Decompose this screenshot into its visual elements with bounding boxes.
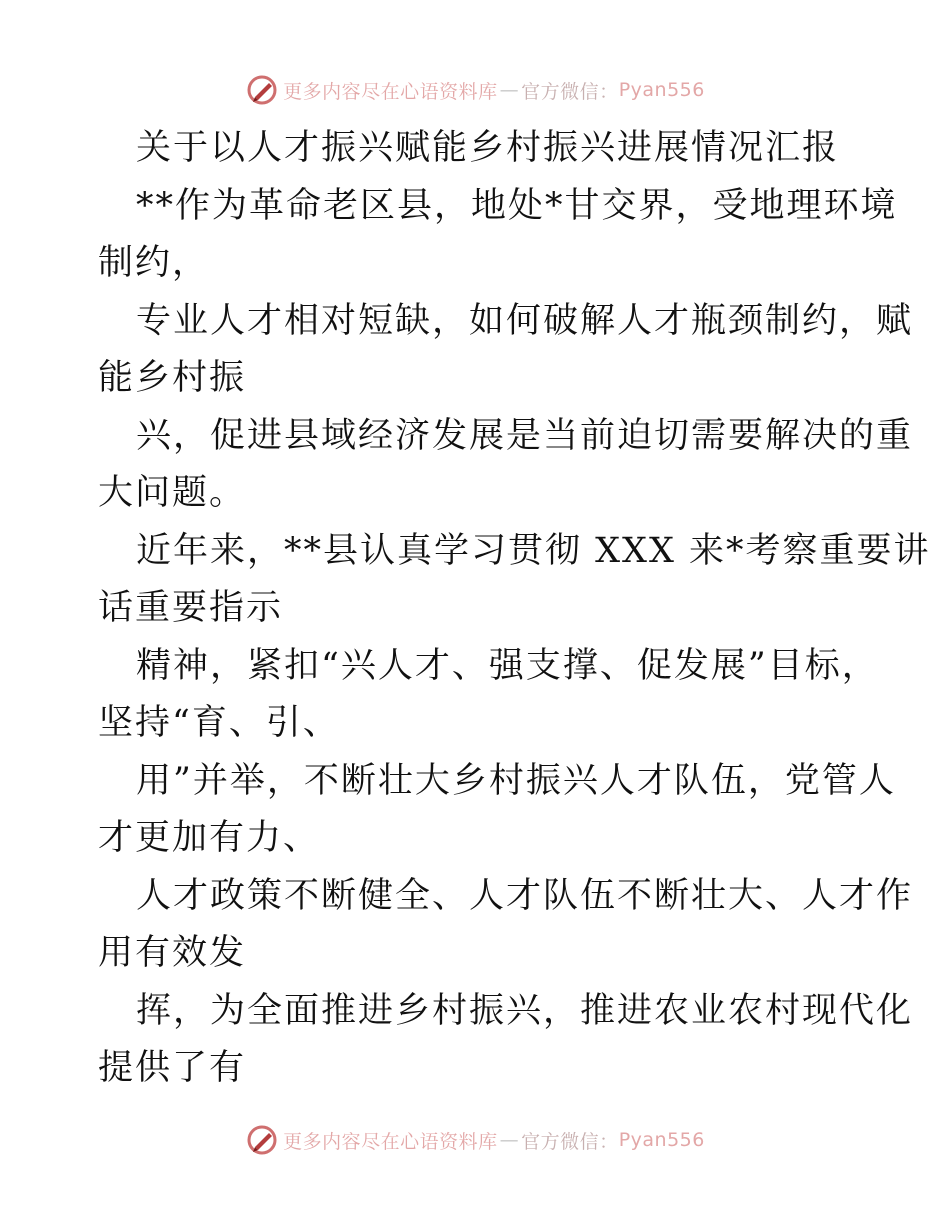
watermark-label: 官方微信： <box>521 80 619 103</box>
text-line: 用”并举，不断壮大乡村振兴人才队伍，党管人 <box>136 760 896 801</box>
header-watermark <box>0 70 950 110</box>
text-line: 近年来，**县认真学习贯彻 XXX 来*考察重要讲 <box>136 530 931 571</box>
text-line: 能乡村振 <box>98 358 247 398</box>
watermark-dash: — <box>499 79 520 101</box>
watermark-id: Pyan556 <box>618 79 705 101</box>
watermark-text: 更多内容尽在心语资料库 <box>283 80 498 103</box>
text-line: 提供了有 <box>98 1048 247 1088</box>
watermark-id: Pyan556 <box>618 1129 705 1151</box>
text-line: 话重要指示 <box>98 588 284 628</box>
text-line: 用有效发 <box>98 933 247 973</box>
text-line: 精神，紧扣“兴人才、强支撑、促发展”目标， <box>136 645 879 686</box>
watermark-text: 更多内容尽在心语资料库 <box>283 1130 498 1153</box>
text-line: 专业人才相对短缺，如何破解人才瓶颈制约，赋 <box>136 300 914 341</box>
text-line: 人才政策不断健全、人才队伍不断壮大、人才作 <box>136 875 914 916</box>
watermark-dash: — <box>499 1129 520 1151</box>
document-body <box>98 120 931 1098</box>
text-line: 坚持“育、引、 <box>98 703 340 743</box>
pen-logo-icon <box>245 1123 279 1157</box>
text-line: 挥，为全面推进乡村振兴，推进农业农村现代化 <box>136 990 914 1031</box>
text-line: 才更加有力、 <box>98 818 321 858</box>
text-line: **作为革命老区县，地处*甘交界，受地理环境 <box>136 185 898 226</box>
text-line: 兴，促进县域经济发展是当前迫切需要解决的重 <box>136 415 914 456</box>
text-line: 大问题。 <box>98 473 247 513</box>
watermark-label: 官方微信： <box>521 1130 619 1153</box>
text-line: 制约， <box>98 243 210 283</box>
text-line: 关于以人才振兴赋能乡村振兴进展情况汇报 <box>136 128 840 168</box>
footer-watermark <box>0 1120 950 1160</box>
pen-logo-icon <box>245 73 279 107</box>
